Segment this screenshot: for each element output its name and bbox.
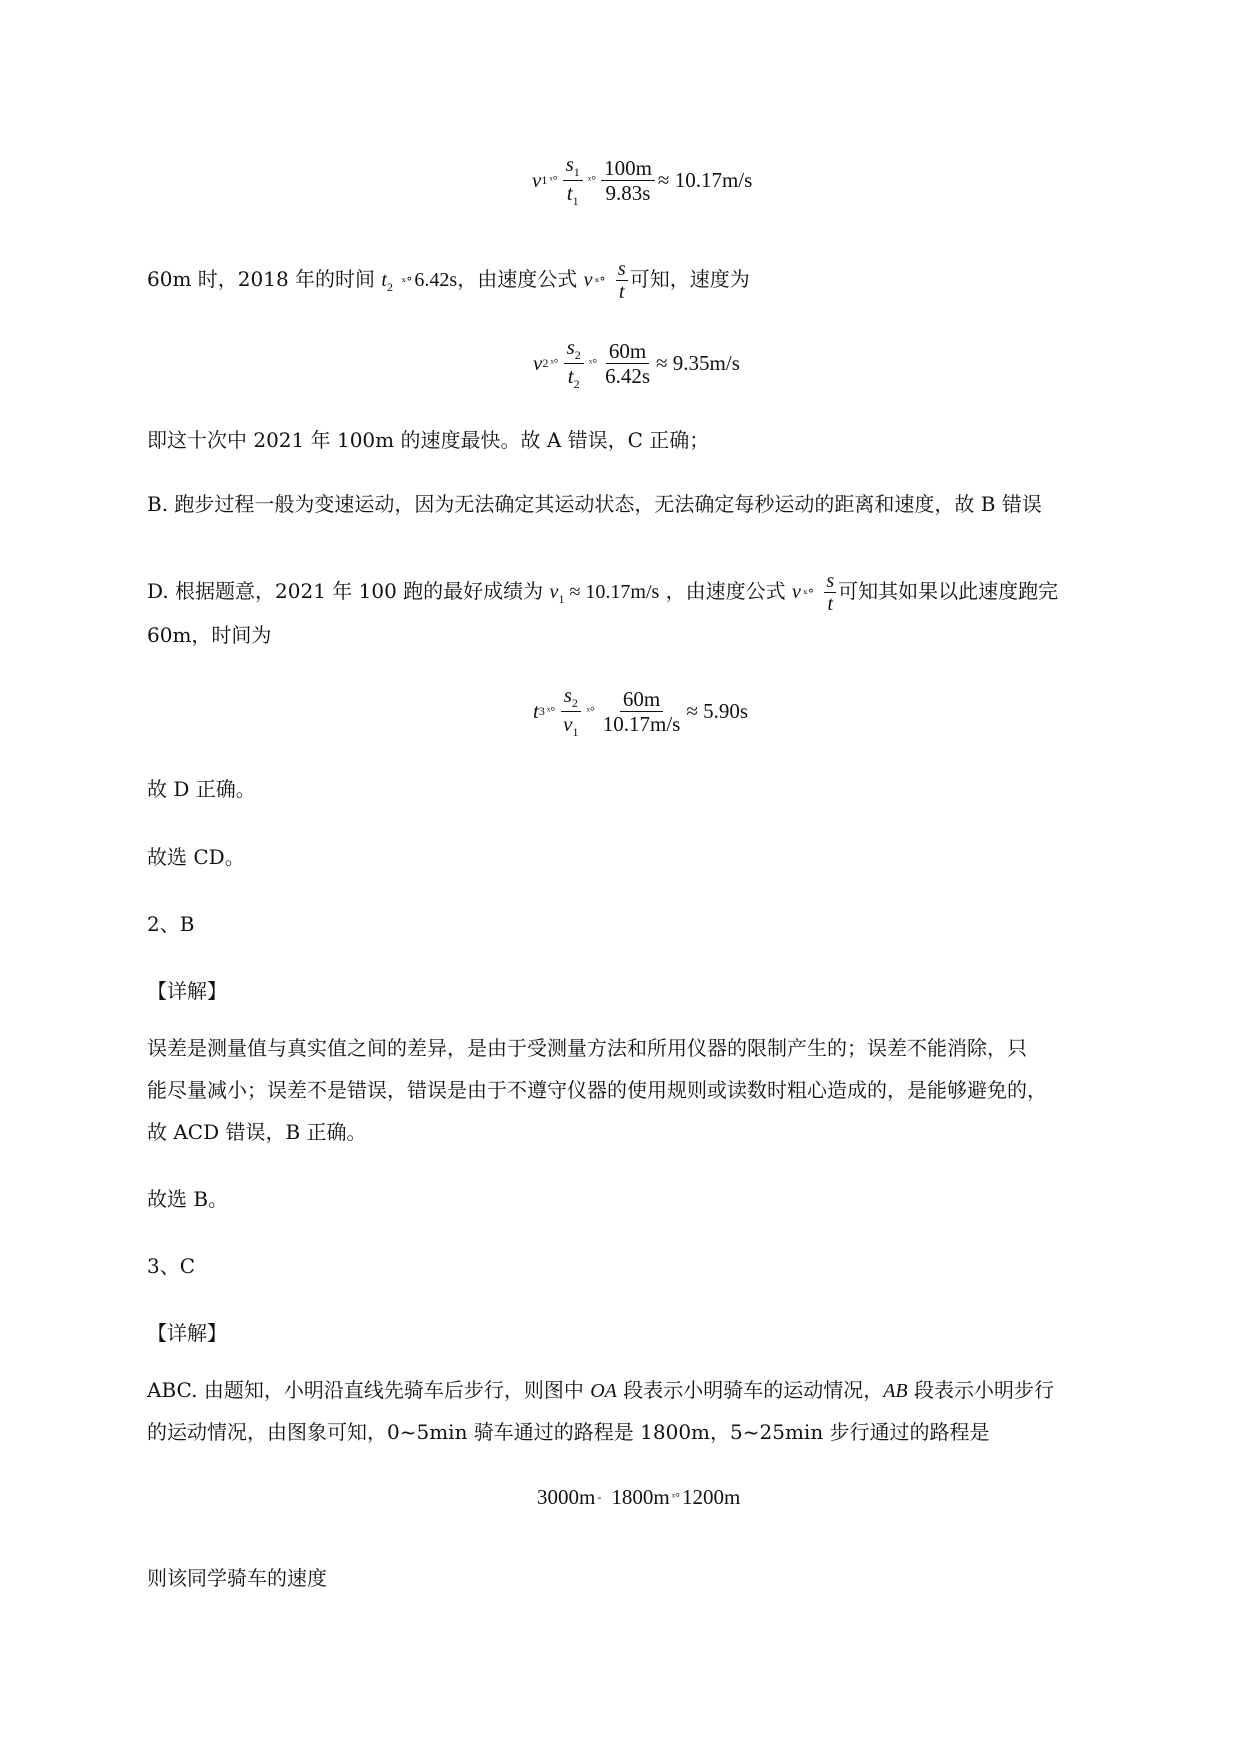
formula-v1: v 1 ˣ° $\frac{s_1}{t_1}$ ˣ° $\frac{100m}{9.83s}$ ≈ 10.17m/s xyxy=(532,152,753,209)
paragraph: 60m，时间为 xyxy=(147,623,272,647)
paragraph: 则该同学骑车的速度 xyxy=(147,1566,327,1590)
paragraph: 故选 CD。 xyxy=(147,845,245,869)
fraction: $\frac{100m}{9.83s}$ xyxy=(601,156,655,205)
paragraph: 故 ACD 错误，B 正确。 xyxy=(147,1120,367,1144)
paragraph: B. 跑步过程一般为变速运动，因为无法确定其运动状态，无法确定每秒运动的距离和速度，故 B 错误 xyxy=(147,492,1042,516)
paragraph: 故 D 正确。 xyxy=(147,777,256,801)
paragraph: 的运动情况，由图象可知，0~5min 骑车通过的路程是 1800m，5~25min 步行通过的路程是 xyxy=(147,1420,990,1444)
formula-v2: v 2 ˣ° $\frac{s_2}{t_2}$ ˣ° $\frac{60m}{6.42s}$ ≈ 9.35m/s xyxy=(533,335,740,392)
fraction: $\frac{s_1}{t_1}$ xyxy=(563,152,583,209)
section-heading: 【详解】 xyxy=(147,979,227,1003)
paragraph: 2、B xyxy=(147,912,195,936)
formula-t3: t 3 ˣ° $\frac{s_2}{v_1}$ ˣ° $\frac{60m}{10.17m/s}$ ≈ 5.90s xyxy=(533,683,749,740)
section-heading: 【详解】 xyxy=(147,1321,227,1345)
paragraph: D. 根据题意，2021 年 100 跑的最好成绩为 $v_1 \approx 10.17m/s$ ，由速度公式 v ˣ° $\frac{s}{t}$ 可知其如果以此速度跑完 xyxy=(147,570,1059,615)
paragraph: 60m 时，2018 年的时间 $t_2$ ˣ° 6.42s，由速度公式 v ˣ° $\frac{s}{t}$ 可知，速度为 xyxy=(147,258,750,303)
paragraph: 能尽量减小；误差不是错误，错误是由于不遵守仪器的使用规则或读数时粗心造成的，是能够避免的， xyxy=(147,1078,1047,1102)
paragraph: 即这十次中 2021 年 100m 的速度最快。故 A 错误，C 正确； xyxy=(147,428,710,452)
formula-distance: 3000m - 1800m ˣ° 1200m xyxy=(537,1485,741,1509)
paragraph: 故选 B。 xyxy=(147,1187,229,1211)
paragraph: 误差是测量值与真实值之间的差异，是由于受测量方法和所用仪器的限制产生的；误差不能消除，只 xyxy=(147,1036,1027,1060)
paragraph: ABC. 由题知，小明沿直线先骑车后步行，则图中 OA 段表示小明骑车的运动情况，AB 段表示小明步行 xyxy=(147,1378,1055,1402)
paragraph: 3、C xyxy=(147,1254,196,1278)
